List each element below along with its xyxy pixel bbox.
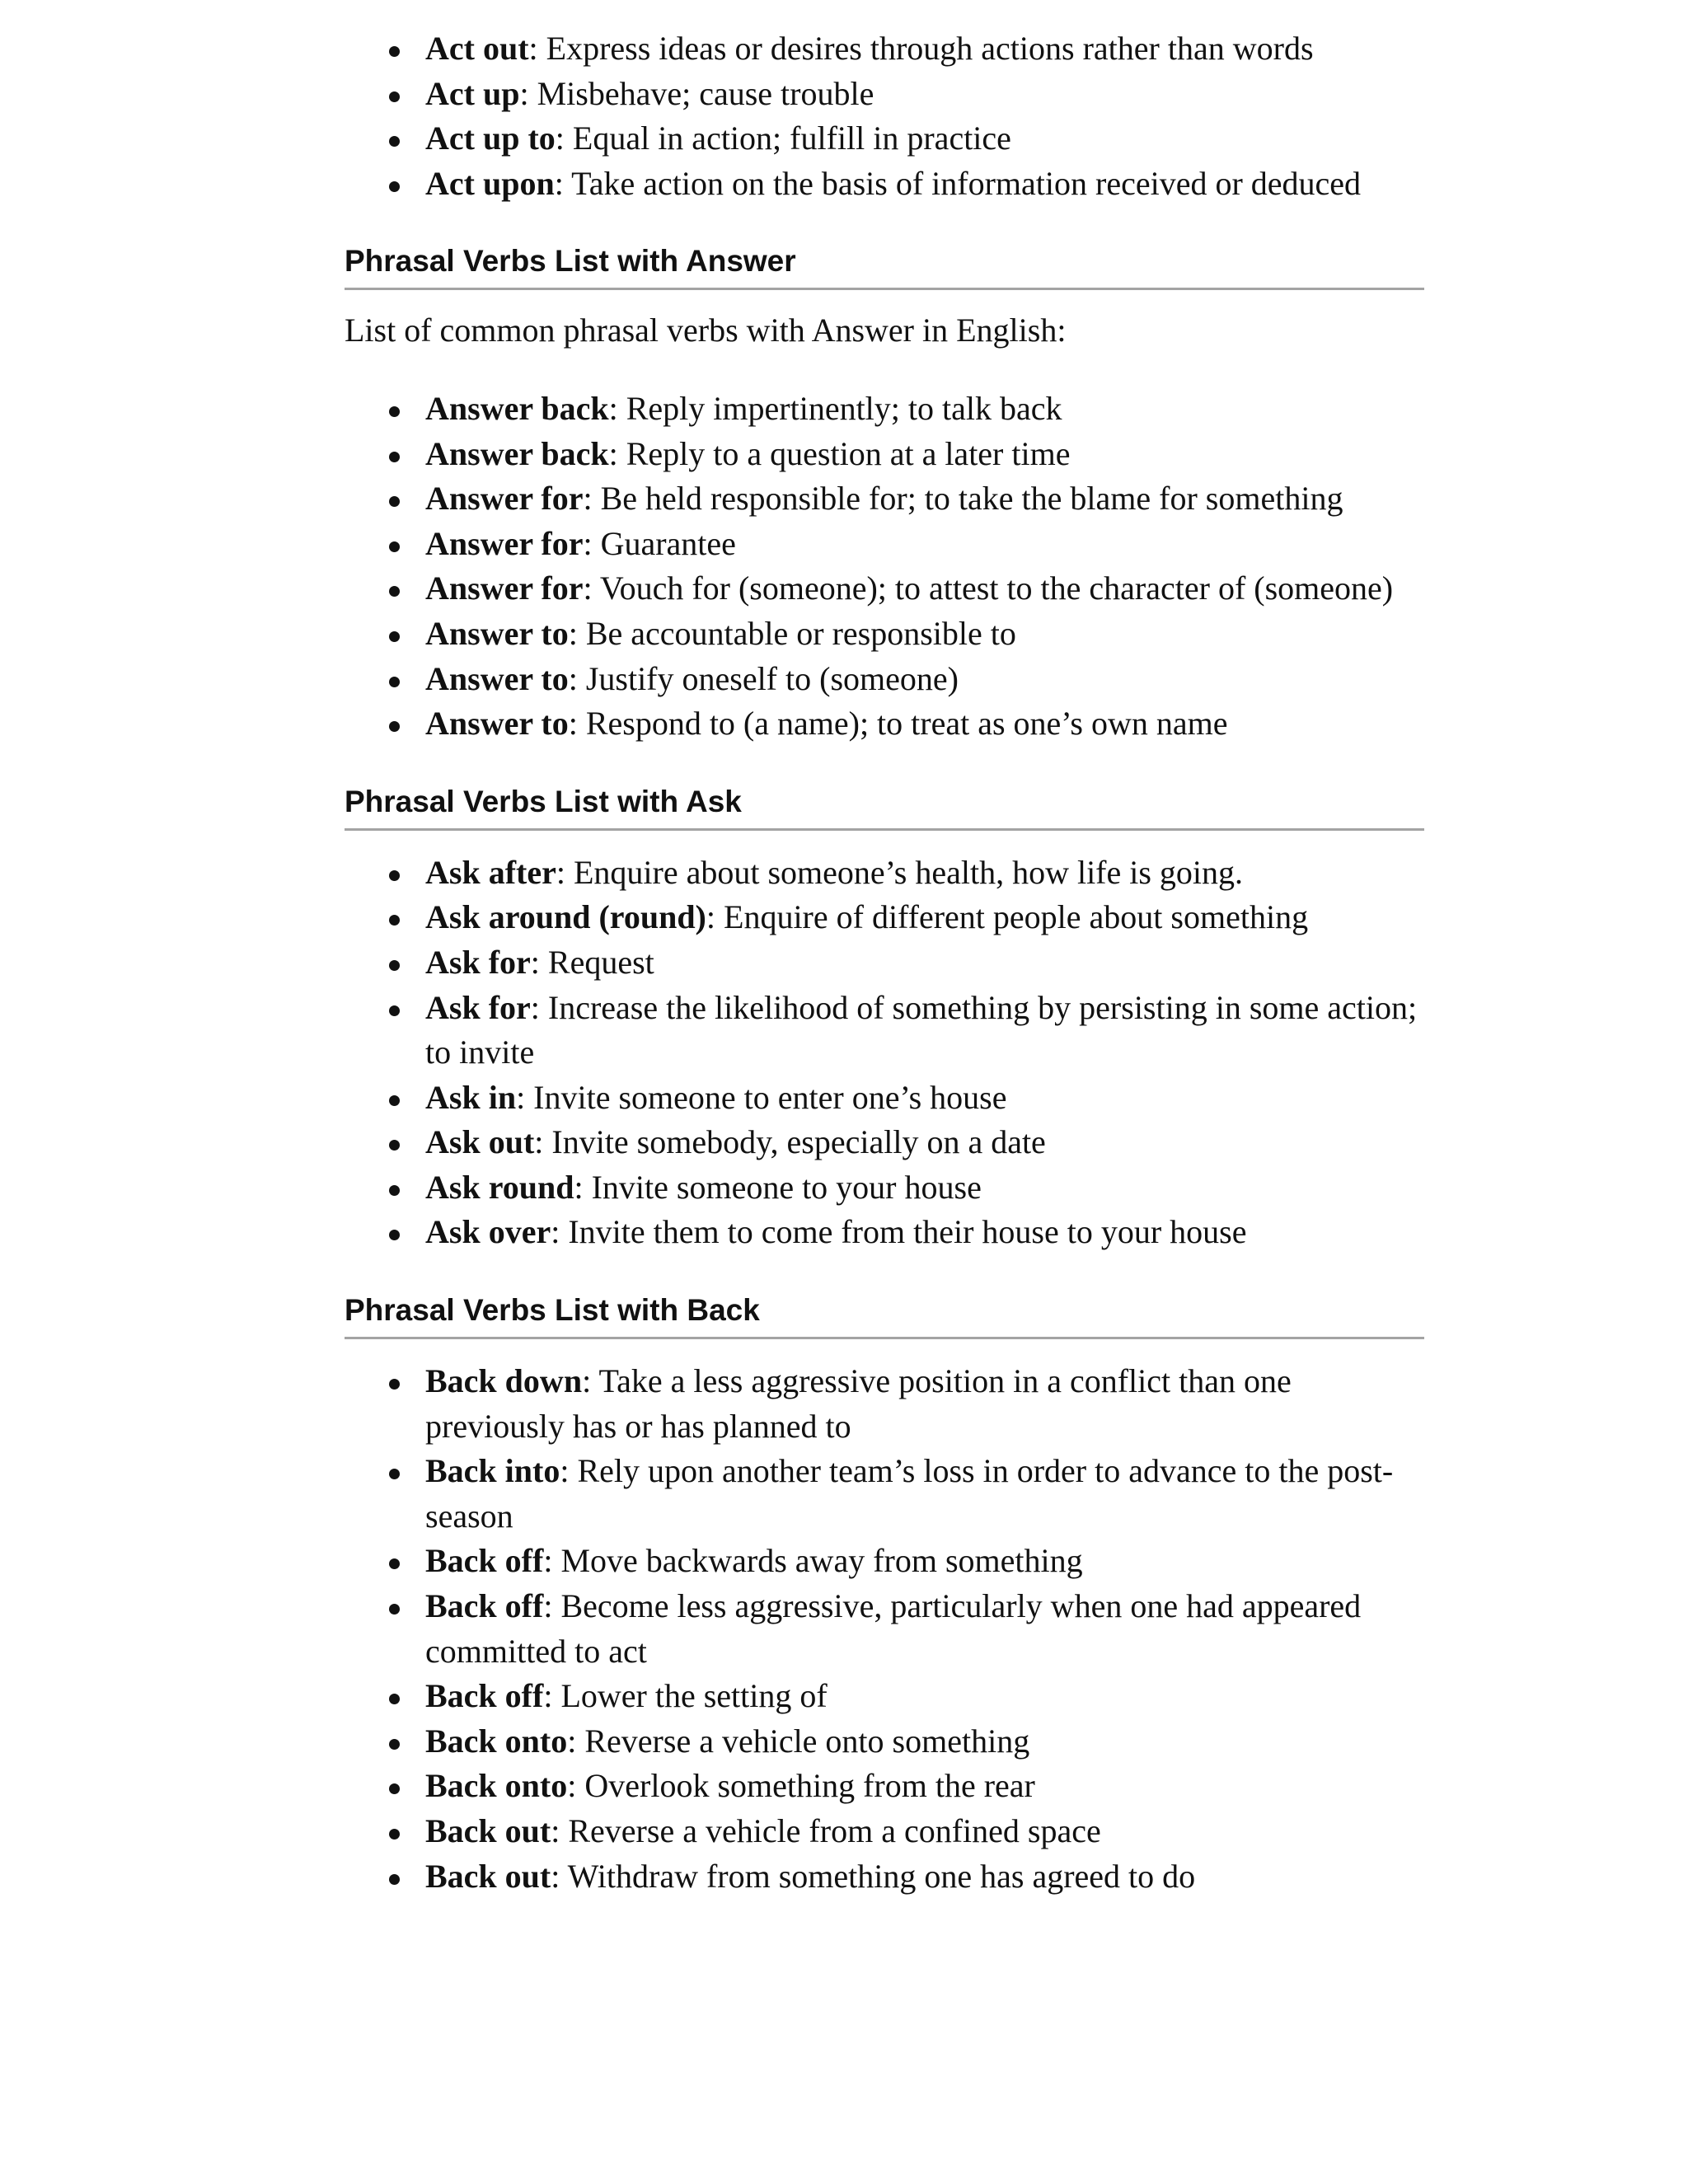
list-item [425,1359,1424,1449]
phrasal-verb-term: Answer to [425,614,569,652]
bullet-icon [389,1379,400,1390]
phrasal-verb-definition: : Respond to (a name); to treat as one’s own name [568,705,1228,743]
phrasal-verb-term: Ask around (round) [425,898,706,936]
phrasal-verb-definition: : Reply to a question at a later time [608,434,1071,472]
phrasal-verb-term: Answer to [425,659,569,697]
list-item [425,1165,1424,1211]
phrasal-verb-term: Ask over [425,1213,551,1251]
bullet-icon [389,870,400,881]
phrasal-verb-definition: : Enquire of different people about something [706,898,1309,936]
phrasal-verb-term: Back out [425,1857,551,1895]
phrasal-verb-definition: : Move backwards away from something [543,1542,1083,1580]
list-item [425,1076,1424,1121]
phrasal-verb-definition: : Take a less aggressive position in a conflict than one previously has or has planned to [425,1362,1292,1445]
phrasal-verb-definition: : Rely upon another team’s loss in order to advance to the post-season [425,1452,1394,1535]
phrasal-verb-term: Back off [425,1587,544,1625]
phrasal-verb-definition: : Reverse a vehicle onto something [567,1722,1030,1760]
answer-section-heading: Phrasal Verbs List with Answer [345,243,1424,290]
phrasal-verb-term: Back off [425,1542,544,1580]
bullet-icon [389,1604,400,1615]
phrasal-verb-term: Act out [425,30,529,67]
phrasal-verb-term: Back off [425,1677,544,1715]
ask-phrasal-verbs-list [345,851,1424,1255]
phrasal-verb-term: Back onto [425,1722,568,1760]
list-item [425,1449,1424,1539]
phrasal-verb-definition: : Become less aggressive, particularly when one had appeared committed to act [425,1587,1362,1670]
list-item [425,895,1424,940]
phrasal-verb-definition: : Be accountable or responsible to [568,614,1016,652]
phrasal-verb-term: Ask round [425,1168,574,1206]
bullet-icon [389,1185,400,1196]
answer-phrasal-verbs-list [345,387,1424,747]
phrasal-verb-term: Ask in [425,1078,517,1116]
phrasal-verb-definition: : Enquire about someone’s health, how life is going. [556,853,1244,891]
phrasal-verb-definition: : Reply impertinently; to talk back [608,389,1062,427]
bullet-icon [389,631,400,642]
list-item [425,1764,1424,1809]
list-item [425,566,1424,612]
list-item [425,26,1424,72]
phrasal-verb-term: Back out [425,1812,551,1849]
phrasal-verb-term: Answer for [425,569,584,607]
phrasal-verb-term: Answer to [425,705,569,743]
bullet-icon [389,1739,400,1750]
list-item [425,72,1424,117]
bullet-icon [389,181,400,192]
phrasal-verb-term: Ask after [425,853,556,891]
list-item [425,1584,1424,1674]
bullet-icon [389,1230,400,1240]
phrasal-verb-definition: : Misbehave; cause trouble [519,74,874,112]
phrasal-verb-term: Answer back [425,434,609,472]
bullet-icon [389,1005,400,1016]
phrasal-verb-term: Back into [425,1452,560,1490]
list-item [425,1809,1424,1854]
phrasal-verb-term: Answer for [425,480,584,518]
phrasal-verb-term: Back onto [425,1767,568,1805]
bullet-icon [389,1140,400,1151]
answer-section-intro: List of common phrasal verbs with Answer in English: [345,312,1067,349]
phrasal-verb-term: Ask out [425,1123,535,1161]
bullet-icon [389,136,400,147]
phrasal-verb-definition: : Invite them to come from their house to your house [551,1213,1247,1251]
list-item [425,1854,1424,1900]
phrasal-verb-term: Back down [425,1362,583,1400]
back-section-heading: Phrasal Verbs List with Back [345,1292,1424,1339]
phrasal-verb-term: Ask for [425,943,531,981]
bullet-icon [389,915,400,926]
list-item [425,701,1424,747]
phrasal-verb-term: Answer for [425,524,584,562]
list-item [425,1674,1424,1719]
bullet-icon [389,1694,400,1704]
bullet-icon [389,452,400,462]
phrasal-verb-definition: : Invite somebody, especially on a date [534,1123,1046,1161]
bullet-icon [389,586,400,597]
phrasal-verb-definition: : Take action on the basis of information received or deduced [554,164,1362,202]
bullet-icon [389,677,400,687]
bullet-icon [389,46,400,57]
list-item [425,657,1424,702]
phrasal-verb-definition: : Overlook something from the rear [567,1767,1035,1805]
bullet-icon [389,1783,400,1794]
phrasal-verb-definition: : Express ideas or desires through actions rather than words [528,30,1314,67]
list-item [425,116,1424,162]
bullet-icon [389,406,400,417]
bullet-icon [389,91,400,102]
phrasal-verb-definition: : Reverse a vehicle from a confined space [551,1812,1101,1849]
bullet-icon [389,1095,400,1106]
phrasal-verb-definition: : Equal in action; fulfill in practice [555,120,1011,157]
bullet-icon [389,721,400,732]
act-phrasal-verbs-list [345,26,1424,206]
article-content [345,0,1424,1899]
list-item [425,940,1424,986]
bullet-icon [389,541,400,552]
phrasal-verb-term: Act upon [425,164,555,202]
bullet-icon [389,1874,400,1885]
list-item [425,1210,1424,1255]
back-phrasal-verbs-list [345,1359,1424,1899]
list-item [425,162,1424,207]
phrasal-verb-term: Ask for [425,988,531,1026]
bullet-icon [389,1829,400,1840]
phrasal-verb-term: Act up to [425,120,556,157]
phrasal-verb-term: Answer back [425,389,609,427]
ask-section-heading: Phrasal Verbs List with Ask [345,784,1424,831]
bullet-icon [389,960,400,971]
list-item [425,851,1424,896]
phrasal-verb-definition: : Invite someone to enter one’s house [516,1078,1007,1116]
phrasal-verb-definition: : Withdraw from something one has agreed to do [551,1857,1196,1895]
list-item [425,612,1424,657]
phrasal-verb-definition: : Increase the likelihood of something by persisting in some action; to invite [425,988,1418,1071]
list-item [425,1539,1424,1584]
bullet-icon [389,1558,400,1569]
phrasal-verb-definition: : Invite someone to your house [574,1168,982,1206]
phrasal-verb-definition: : Request [530,943,654,981]
list-item [425,476,1424,522]
bullet-icon [389,1469,400,1479]
list-item [425,986,1424,1076]
list-item [425,522,1424,567]
phrasal-verb-definition: : Be held responsible for; to take the blame for something [583,480,1343,518]
list-item [425,432,1424,477]
phrasal-verb-definition: : Lower the setting of [543,1677,828,1715]
list-item [425,387,1424,432]
phrasal-verb-definition: : Vouch for (someone); to attest to the character of (someone) [583,569,1394,607]
phrasal-verb-definition: : Justify oneself to (someone) [568,659,959,697]
list-item [425,1120,1424,1165]
bullet-icon [389,496,400,507]
list-item [425,1719,1424,1765]
phrasal-verb-definition: : Guarantee [583,524,736,562]
phrasal-verb-term: Act up [425,74,520,112]
